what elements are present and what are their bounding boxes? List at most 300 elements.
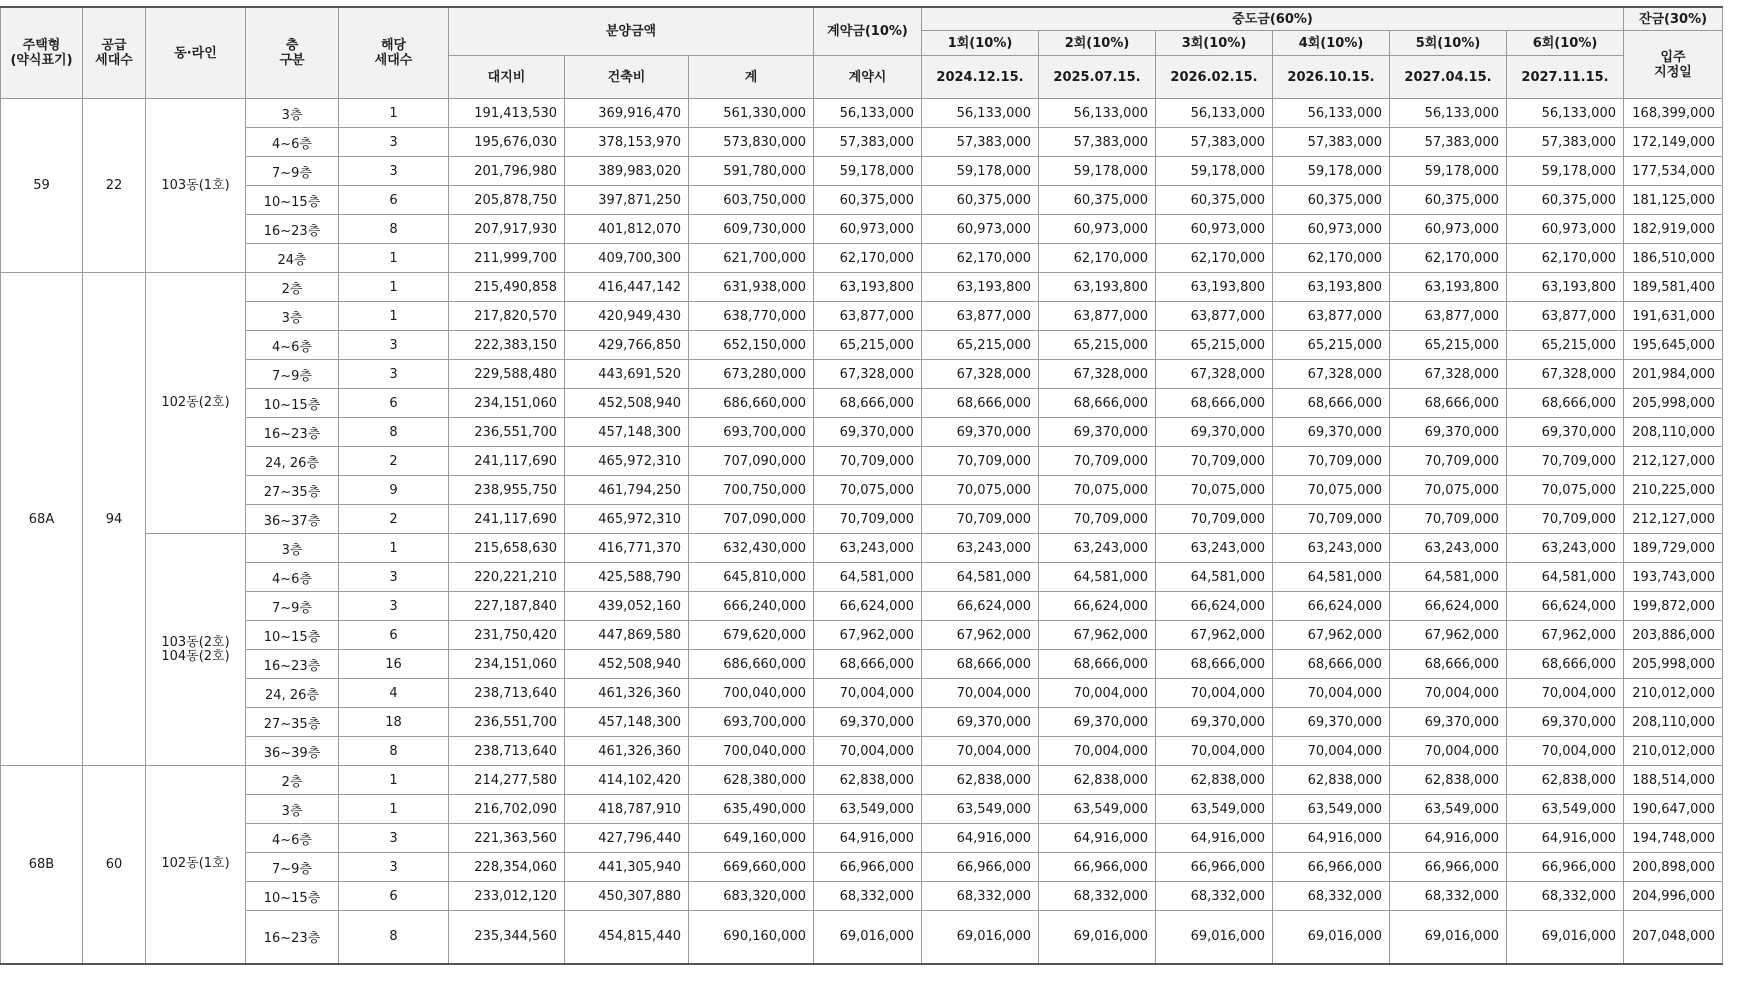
- cell-land: 229,588,480: [449, 360, 565, 389]
- cell-installment: 68,666,000: [922, 389, 1039, 418]
- cell-installment: 68,666,000: [922, 650, 1039, 679]
- header-installment-label: 2회(10%): [1039, 31, 1156, 56]
- table-row: [1, 186, 1723, 215]
- cell-balance: 194,748,000: [1624, 824, 1723, 853]
- cell-total: 700,040,000: [689, 679, 814, 708]
- cell-installment: 67,962,000: [1390, 621, 1507, 650]
- cell-installment: 67,962,000: [1156, 621, 1273, 650]
- header-balance-when: 입주 지정일: [1624, 31, 1723, 99]
- cell-deposit: 70,709,000: [814, 505, 922, 534]
- table-row: [1, 389, 1723, 418]
- cell-building: 429,766,850: [565, 331, 689, 360]
- cell-installment: 57,383,000: [1390, 128, 1507, 157]
- cell-installment: 60,973,000: [1390, 215, 1507, 244]
- cell-units: 2: [339, 447, 449, 476]
- cell-installment: 63,877,000: [1507, 302, 1624, 331]
- cell-installment: 64,916,000: [1039, 824, 1156, 853]
- cell-installment: 62,838,000: [1039, 766, 1156, 795]
- cell-installment: 70,709,000: [1039, 447, 1156, 476]
- cell-installment: 60,973,000: [1156, 215, 1273, 244]
- cell-total: 632,430,000: [689, 534, 814, 563]
- cell-land: 233,012,120: [449, 882, 565, 911]
- cell-building: 414,102,420: [565, 766, 689, 795]
- cell-installment: 63,549,000: [1507, 795, 1624, 824]
- cell-installment: 67,328,000: [1039, 360, 1156, 389]
- header-balance: 잔금(30%): [1624, 7, 1723, 31]
- cell-installment: 66,624,000: [922, 592, 1039, 621]
- cell-installment: 63,193,800: [1507, 273, 1624, 302]
- cell-installment: 65,215,000: [1039, 331, 1156, 360]
- cell-balance: 201,984,000: [1624, 360, 1723, 389]
- cell-floor: 16~23층: [246, 650, 339, 679]
- cell-installment: 57,383,000: [1507, 128, 1624, 157]
- cell-installment: 62,170,000: [1390, 244, 1507, 273]
- cell-installment: 57,383,000: [922, 128, 1039, 157]
- cell-type: 68A: [1, 273, 83, 766]
- table-row: [1, 99, 1723, 128]
- cell-installment: 69,370,000: [922, 708, 1039, 737]
- cell-building: 441,305,940: [565, 853, 689, 882]
- header-price: 분양금액: [449, 7, 814, 56]
- cell-deposit: 70,075,000: [814, 476, 922, 505]
- cell-installment: 70,709,000: [1156, 447, 1273, 476]
- cell-installment: 70,004,000: [1273, 679, 1390, 708]
- cell-installment: 63,193,800: [1390, 273, 1507, 302]
- cell-building: 450,307,880: [565, 882, 689, 911]
- cell-installment: 69,370,000: [1507, 708, 1624, 737]
- cell-installment: 62,838,000: [1507, 766, 1624, 795]
- cell-installment: 68,666,000: [1156, 650, 1273, 679]
- cell-installment: 69,370,000: [1039, 418, 1156, 447]
- cell-units: 1: [339, 99, 449, 128]
- header-installment-date: 2027.11.15.: [1507, 56, 1624, 99]
- cell-total: 700,040,000: [689, 737, 814, 766]
- cell-deposit: 65,215,000: [814, 331, 922, 360]
- cell-installment: 64,581,000: [1156, 563, 1273, 592]
- cell-installment: 63,243,000: [1390, 534, 1507, 563]
- cell-installment: 63,243,000: [1507, 534, 1624, 563]
- cell-floor: 4~6층: [246, 128, 339, 157]
- cell-total: 666,240,000: [689, 592, 814, 621]
- cell-installment: 69,016,000: [1039, 911, 1156, 964]
- cell-balance: 203,886,000: [1624, 621, 1723, 650]
- table-row: [1, 592, 1723, 621]
- table-row: [1, 157, 1723, 186]
- cell-building: 452,508,940: [565, 650, 689, 679]
- cell-balance: 207,048,000: [1624, 911, 1723, 964]
- cell-deposit: 67,962,000: [814, 621, 922, 650]
- cell-land: 214,277,580: [449, 766, 565, 795]
- cell-installment: 68,332,000: [1273, 882, 1390, 911]
- table-row: [1, 882, 1723, 911]
- cell-installment: 70,709,000: [1507, 505, 1624, 534]
- cell-installment: 70,004,000: [1507, 679, 1624, 708]
- table-row: [1, 795, 1723, 824]
- header-building: 건축비: [565, 56, 689, 99]
- cell-deposit: 63,877,000: [814, 302, 922, 331]
- cell-floor: 4~6층: [246, 563, 339, 592]
- cell-installment: 68,666,000: [1039, 650, 1156, 679]
- header-installment-date: 2025.07.15.: [1039, 56, 1156, 99]
- cell-installment: 66,966,000: [1156, 853, 1273, 882]
- cell-installment: 68,332,000: [1507, 882, 1624, 911]
- cell-installment: 70,709,000: [922, 447, 1039, 476]
- header-deposit-when: 계약시: [814, 56, 922, 99]
- cell-installment: 62,170,000: [1039, 244, 1156, 273]
- cell-installment: 62,838,000: [1390, 766, 1507, 795]
- cell-balance: 199,872,000: [1624, 592, 1723, 621]
- cell-installment: 70,709,000: [1156, 505, 1273, 534]
- cell-installment: 66,966,000: [1390, 853, 1507, 882]
- cell-building: 418,787,910: [565, 795, 689, 824]
- cell-installment: 69,370,000: [922, 418, 1039, 447]
- cell-installment: 68,666,000: [1390, 650, 1507, 679]
- cell-supply: 60: [83, 766, 146, 964]
- cell-floor: 27~35층: [246, 708, 339, 737]
- cell-units: 16: [339, 650, 449, 679]
- cell-deposit: 62,838,000: [814, 766, 922, 795]
- cell-installment: 67,962,000: [1507, 621, 1624, 650]
- cell-deposit: 64,916,000: [814, 824, 922, 853]
- cell-floor: 10~15층: [246, 389, 339, 418]
- header-supply: 공급 세대수: [83, 7, 146, 99]
- cell-installment: 64,916,000: [1273, 824, 1390, 853]
- cell-installment: 69,016,000: [1273, 911, 1390, 964]
- cell-installment: 70,004,000: [1156, 737, 1273, 766]
- cell-floor: 2층: [246, 273, 339, 302]
- cell-units: 1: [339, 302, 449, 331]
- cell-total: 693,700,000: [689, 708, 814, 737]
- cell-total: 628,380,000: [689, 766, 814, 795]
- header-installment-label: 5회(10%): [1390, 31, 1507, 56]
- cell-floor: 36~37층: [246, 505, 339, 534]
- cell-installment: 60,375,000: [1390, 186, 1507, 215]
- cell-units: 1: [339, 766, 449, 795]
- cell-installment: 62,170,000: [1273, 244, 1390, 273]
- cell-floor: 24, 26층: [246, 447, 339, 476]
- cell-installment: 67,328,000: [1390, 360, 1507, 389]
- cell-floor: 4~6층: [246, 331, 339, 360]
- cell-installment: 63,193,800: [1273, 273, 1390, 302]
- cell-total: 707,090,000: [689, 447, 814, 476]
- cell-floor: 3층: [246, 302, 339, 331]
- table-row: [1, 650, 1723, 679]
- cell-installment: 63,243,000: [1273, 534, 1390, 563]
- cell-balance: 200,898,000: [1624, 853, 1723, 882]
- cell-installment: 69,016,000: [1390, 911, 1507, 964]
- cell-floor: 3층: [246, 534, 339, 563]
- cell-installment: 68,666,000: [1273, 389, 1390, 418]
- cell-total: 686,660,000: [689, 389, 814, 418]
- cell-installment: 70,709,000: [1390, 505, 1507, 534]
- cell-land: 234,151,060: [449, 389, 565, 418]
- cell-building: 461,326,360: [565, 679, 689, 708]
- cell-floor: 16~23층: [246, 911, 339, 964]
- table-header: [1, 7, 1723, 99]
- cell-installment: 63,193,800: [1039, 273, 1156, 302]
- cell-balance: 204,996,000: [1624, 882, 1723, 911]
- price-table: [0, 6, 1723, 965]
- cell-installment: 62,838,000: [922, 766, 1039, 795]
- cell-deposit: 60,375,000: [814, 186, 922, 215]
- cell-land: 217,820,570: [449, 302, 565, 331]
- cell-installment: 66,624,000: [1156, 592, 1273, 621]
- cell-units: 3: [339, 360, 449, 389]
- cell-installment: 70,075,000: [1039, 476, 1156, 505]
- cell-total: 561,330,000: [689, 99, 814, 128]
- cell-floor: 7~9층: [246, 360, 339, 389]
- cell-total: 638,770,000: [689, 302, 814, 331]
- cell-units: 3: [339, 853, 449, 882]
- cell-installment: 68,332,000: [1390, 882, 1507, 911]
- cell-units: 1: [339, 244, 449, 273]
- cell-land: 236,551,700: [449, 708, 565, 737]
- cell-installment: 64,916,000: [1390, 824, 1507, 853]
- cell-installment: 70,004,000: [922, 679, 1039, 708]
- table-row: [1, 766, 1723, 795]
- table-row: [1, 273, 1723, 302]
- cell-installment: 60,973,000: [922, 215, 1039, 244]
- cell-installment: 70,004,000: [1273, 737, 1390, 766]
- cell-land: 235,344,560: [449, 911, 565, 964]
- cell-deposit: 69,370,000: [814, 708, 922, 737]
- cell-installment: 63,549,000: [1273, 795, 1390, 824]
- cell-deposit: 66,624,000: [814, 592, 922, 621]
- cell-installment: 57,383,000: [1039, 128, 1156, 157]
- cell-installment: 70,004,000: [1039, 679, 1156, 708]
- cell-installment: 59,178,000: [1507, 157, 1624, 186]
- cell-balance: 193,743,000: [1624, 563, 1723, 592]
- cell-total: 591,780,000: [689, 157, 814, 186]
- cell-installment: 65,215,000: [1390, 331, 1507, 360]
- cell-dong-line: 102동(1호): [146, 766, 246, 964]
- cell-dong-line: 103동(2호) 104동(2호): [146, 534, 246, 766]
- cell-land: 241,117,690: [449, 447, 565, 476]
- cell-total: 679,620,000: [689, 621, 814, 650]
- cell-installment: 56,133,000: [922, 99, 1039, 128]
- cell-installment: 69,370,000: [1273, 418, 1390, 447]
- cell-installment: 69,370,000: [1390, 708, 1507, 737]
- cell-installment: 59,178,000: [922, 157, 1039, 186]
- cell-building: 461,794,250: [565, 476, 689, 505]
- table-row: [1, 476, 1723, 505]
- table-row: [1, 331, 1723, 360]
- cell-land: 238,955,750: [449, 476, 565, 505]
- cell-units: 8: [339, 215, 449, 244]
- header-units: 해당 세대수: [339, 7, 449, 99]
- cell-supply: 22: [83, 99, 146, 273]
- cell-balance: 181,125,000: [1624, 186, 1723, 215]
- header-land: 대지비: [449, 56, 565, 99]
- header-deposit: 계약금(10%): [814, 7, 922, 56]
- cell-installment: 63,549,000: [1039, 795, 1156, 824]
- cell-installment: 63,243,000: [1039, 534, 1156, 563]
- cell-installment: 63,877,000: [922, 302, 1039, 331]
- cell-installment: 63,243,000: [1156, 534, 1273, 563]
- cell-installment: 70,709,000: [1390, 447, 1507, 476]
- cell-balance: 210,225,000: [1624, 476, 1723, 505]
- cell-installment: 70,004,000: [922, 737, 1039, 766]
- cell-total: 690,160,000: [689, 911, 814, 964]
- cell-building: 439,052,160: [565, 592, 689, 621]
- table-row: [1, 128, 1723, 157]
- cell-building: 409,700,300: [565, 244, 689, 273]
- cell-installment: 56,133,000: [1390, 99, 1507, 128]
- cell-balance: 186,510,000: [1624, 244, 1723, 273]
- cell-building: 443,691,520: [565, 360, 689, 389]
- cell-installment: 63,877,000: [1273, 302, 1390, 331]
- header-installment-date: 2024.12.15.: [922, 56, 1039, 99]
- cell-building: 447,869,580: [565, 621, 689, 650]
- cell-installment: 63,877,000: [1390, 302, 1507, 331]
- cell-deposit: 70,004,000: [814, 737, 922, 766]
- cell-land: 222,383,150: [449, 331, 565, 360]
- cell-installment: 59,178,000: [1390, 157, 1507, 186]
- cell-units: 6: [339, 389, 449, 418]
- cell-units: 4: [339, 679, 449, 708]
- cell-balance: 189,729,000: [1624, 534, 1723, 563]
- cell-type: 68B: [1, 766, 83, 964]
- cell-land: 191,413,530: [449, 99, 565, 128]
- cell-floor: 10~15층: [246, 186, 339, 215]
- cell-deposit: 60,973,000: [814, 215, 922, 244]
- cell-installment: 65,215,000: [1156, 331, 1273, 360]
- cell-total: 683,320,000: [689, 882, 814, 911]
- cell-installment: 65,215,000: [922, 331, 1039, 360]
- cell-installment: 60,375,000: [1507, 186, 1624, 215]
- table-row: [1, 215, 1723, 244]
- cell-installment: 62,170,000: [1507, 244, 1624, 273]
- cell-installment: 60,375,000: [1156, 186, 1273, 215]
- cell-installment: 67,962,000: [1039, 621, 1156, 650]
- header-installment-label: 4회(10%): [1273, 31, 1390, 56]
- cell-building: 465,972,310: [565, 505, 689, 534]
- cell-deposit: 62,170,000: [814, 244, 922, 273]
- cell-building: 378,153,970: [565, 128, 689, 157]
- cell-floor: 7~9층: [246, 853, 339, 882]
- cell-installment: 70,709,000: [922, 505, 1039, 534]
- cell-total: 652,150,000: [689, 331, 814, 360]
- cell-installment: 64,581,000: [1390, 563, 1507, 592]
- cell-installment: 56,133,000: [1273, 99, 1390, 128]
- cell-supply: 94: [83, 273, 146, 766]
- cell-installment: 67,962,000: [922, 621, 1039, 650]
- cell-installment: 70,709,000: [1039, 505, 1156, 534]
- cell-building: 454,815,440: [565, 911, 689, 964]
- cell-floor: 10~15층: [246, 621, 339, 650]
- cell-installment: 68,666,000: [1156, 389, 1273, 418]
- cell-deposit: 56,133,000: [814, 99, 922, 128]
- cell-total: 635,490,000: [689, 795, 814, 824]
- cell-installment: 68,332,000: [1039, 882, 1156, 911]
- cell-installment: 63,243,000: [922, 534, 1039, 563]
- header-type: 주택형 (약식표기): [1, 7, 83, 99]
- cell-land: 207,917,930: [449, 215, 565, 244]
- cell-installment: 67,962,000: [1273, 621, 1390, 650]
- cell-land: 216,702,090: [449, 795, 565, 824]
- table-row: [1, 447, 1723, 476]
- cell-installment: 69,016,000: [922, 911, 1039, 964]
- cell-balance: 210,012,000: [1624, 737, 1723, 766]
- cell-deposit: 63,243,000: [814, 534, 922, 563]
- cell-installment: 66,624,000: [1273, 592, 1390, 621]
- cell-balance: 177,534,000: [1624, 157, 1723, 186]
- cell-total: 631,938,000: [689, 273, 814, 302]
- cell-floor: 24층: [246, 244, 339, 273]
- table-row: [1, 708, 1723, 737]
- cell-units: 8: [339, 418, 449, 447]
- cell-installment: 65,215,000: [1507, 331, 1624, 360]
- header-installment-date: 2027.04.15.: [1390, 56, 1507, 99]
- cell-balance: 182,919,000: [1624, 215, 1723, 244]
- cell-installment: 66,966,000: [922, 853, 1039, 882]
- cell-deposit: 64,581,000: [814, 563, 922, 592]
- cell-installment: 70,004,000: [1507, 737, 1624, 766]
- cell-deposit: 70,004,000: [814, 679, 922, 708]
- cell-installment: 57,383,000: [1156, 128, 1273, 157]
- cell-building: 397,871,250: [565, 186, 689, 215]
- price-table-wrapper: [0, 6, 1723, 965]
- table-row: [1, 911, 1723, 964]
- cell-building: 465,972,310: [565, 447, 689, 476]
- cell-installment: 67,328,000: [1156, 360, 1273, 389]
- cell-installment: 68,332,000: [922, 882, 1039, 911]
- cell-deposit: 66,966,000: [814, 853, 922, 882]
- cell-installment: 70,709,000: [1273, 447, 1390, 476]
- cell-building: 416,447,142: [565, 273, 689, 302]
- cell-units: 1: [339, 534, 449, 563]
- cell-installment: 63,193,800: [922, 273, 1039, 302]
- cell-deposit: 59,178,000: [814, 157, 922, 186]
- cell-installment: 62,170,000: [922, 244, 1039, 273]
- cell-total: 573,830,000: [689, 128, 814, 157]
- cell-installment: 69,370,000: [1156, 418, 1273, 447]
- cell-floor: 36~39층: [246, 737, 339, 766]
- cell-balance: 208,110,000: [1624, 708, 1723, 737]
- cell-balance: 210,012,000: [1624, 679, 1723, 708]
- cell-floor: 16~23층: [246, 215, 339, 244]
- cell-installment: 68,666,000: [1390, 389, 1507, 418]
- table-row: [1, 853, 1723, 882]
- cell-installment: 63,877,000: [1039, 302, 1156, 331]
- cell-building: 425,588,790: [565, 563, 689, 592]
- cell-installment: 67,328,000: [1273, 360, 1390, 389]
- cell-balance: 191,631,000: [1624, 302, 1723, 331]
- cell-land: 231,750,420: [449, 621, 565, 650]
- cell-installment: 69,370,000: [1390, 418, 1507, 447]
- cell-deposit: 57,383,000: [814, 128, 922, 157]
- table-row: [1, 302, 1723, 331]
- cell-balance: 208,110,000: [1624, 418, 1723, 447]
- cell-total: 707,090,000: [689, 505, 814, 534]
- cell-total: 645,810,000: [689, 563, 814, 592]
- cell-installment: 67,328,000: [1507, 360, 1624, 389]
- cell-total: 609,730,000: [689, 215, 814, 244]
- cell-installment: 66,624,000: [1390, 592, 1507, 621]
- cell-installment: 56,133,000: [1156, 99, 1273, 128]
- cell-installment: 63,549,000: [1390, 795, 1507, 824]
- cell-installment: 70,004,000: [1039, 737, 1156, 766]
- cell-land: 241,117,690: [449, 505, 565, 534]
- cell-deposit: 63,549,000: [814, 795, 922, 824]
- cell-installment: 59,178,000: [1273, 157, 1390, 186]
- cell-floor: 16~23층: [246, 418, 339, 447]
- cell-units: 1: [339, 795, 449, 824]
- cell-installment: 68,666,000: [1507, 650, 1624, 679]
- cell-floor: 27~35층: [246, 476, 339, 505]
- cell-installment: 60,973,000: [1039, 215, 1156, 244]
- cell-units: 6: [339, 882, 449, 911]
